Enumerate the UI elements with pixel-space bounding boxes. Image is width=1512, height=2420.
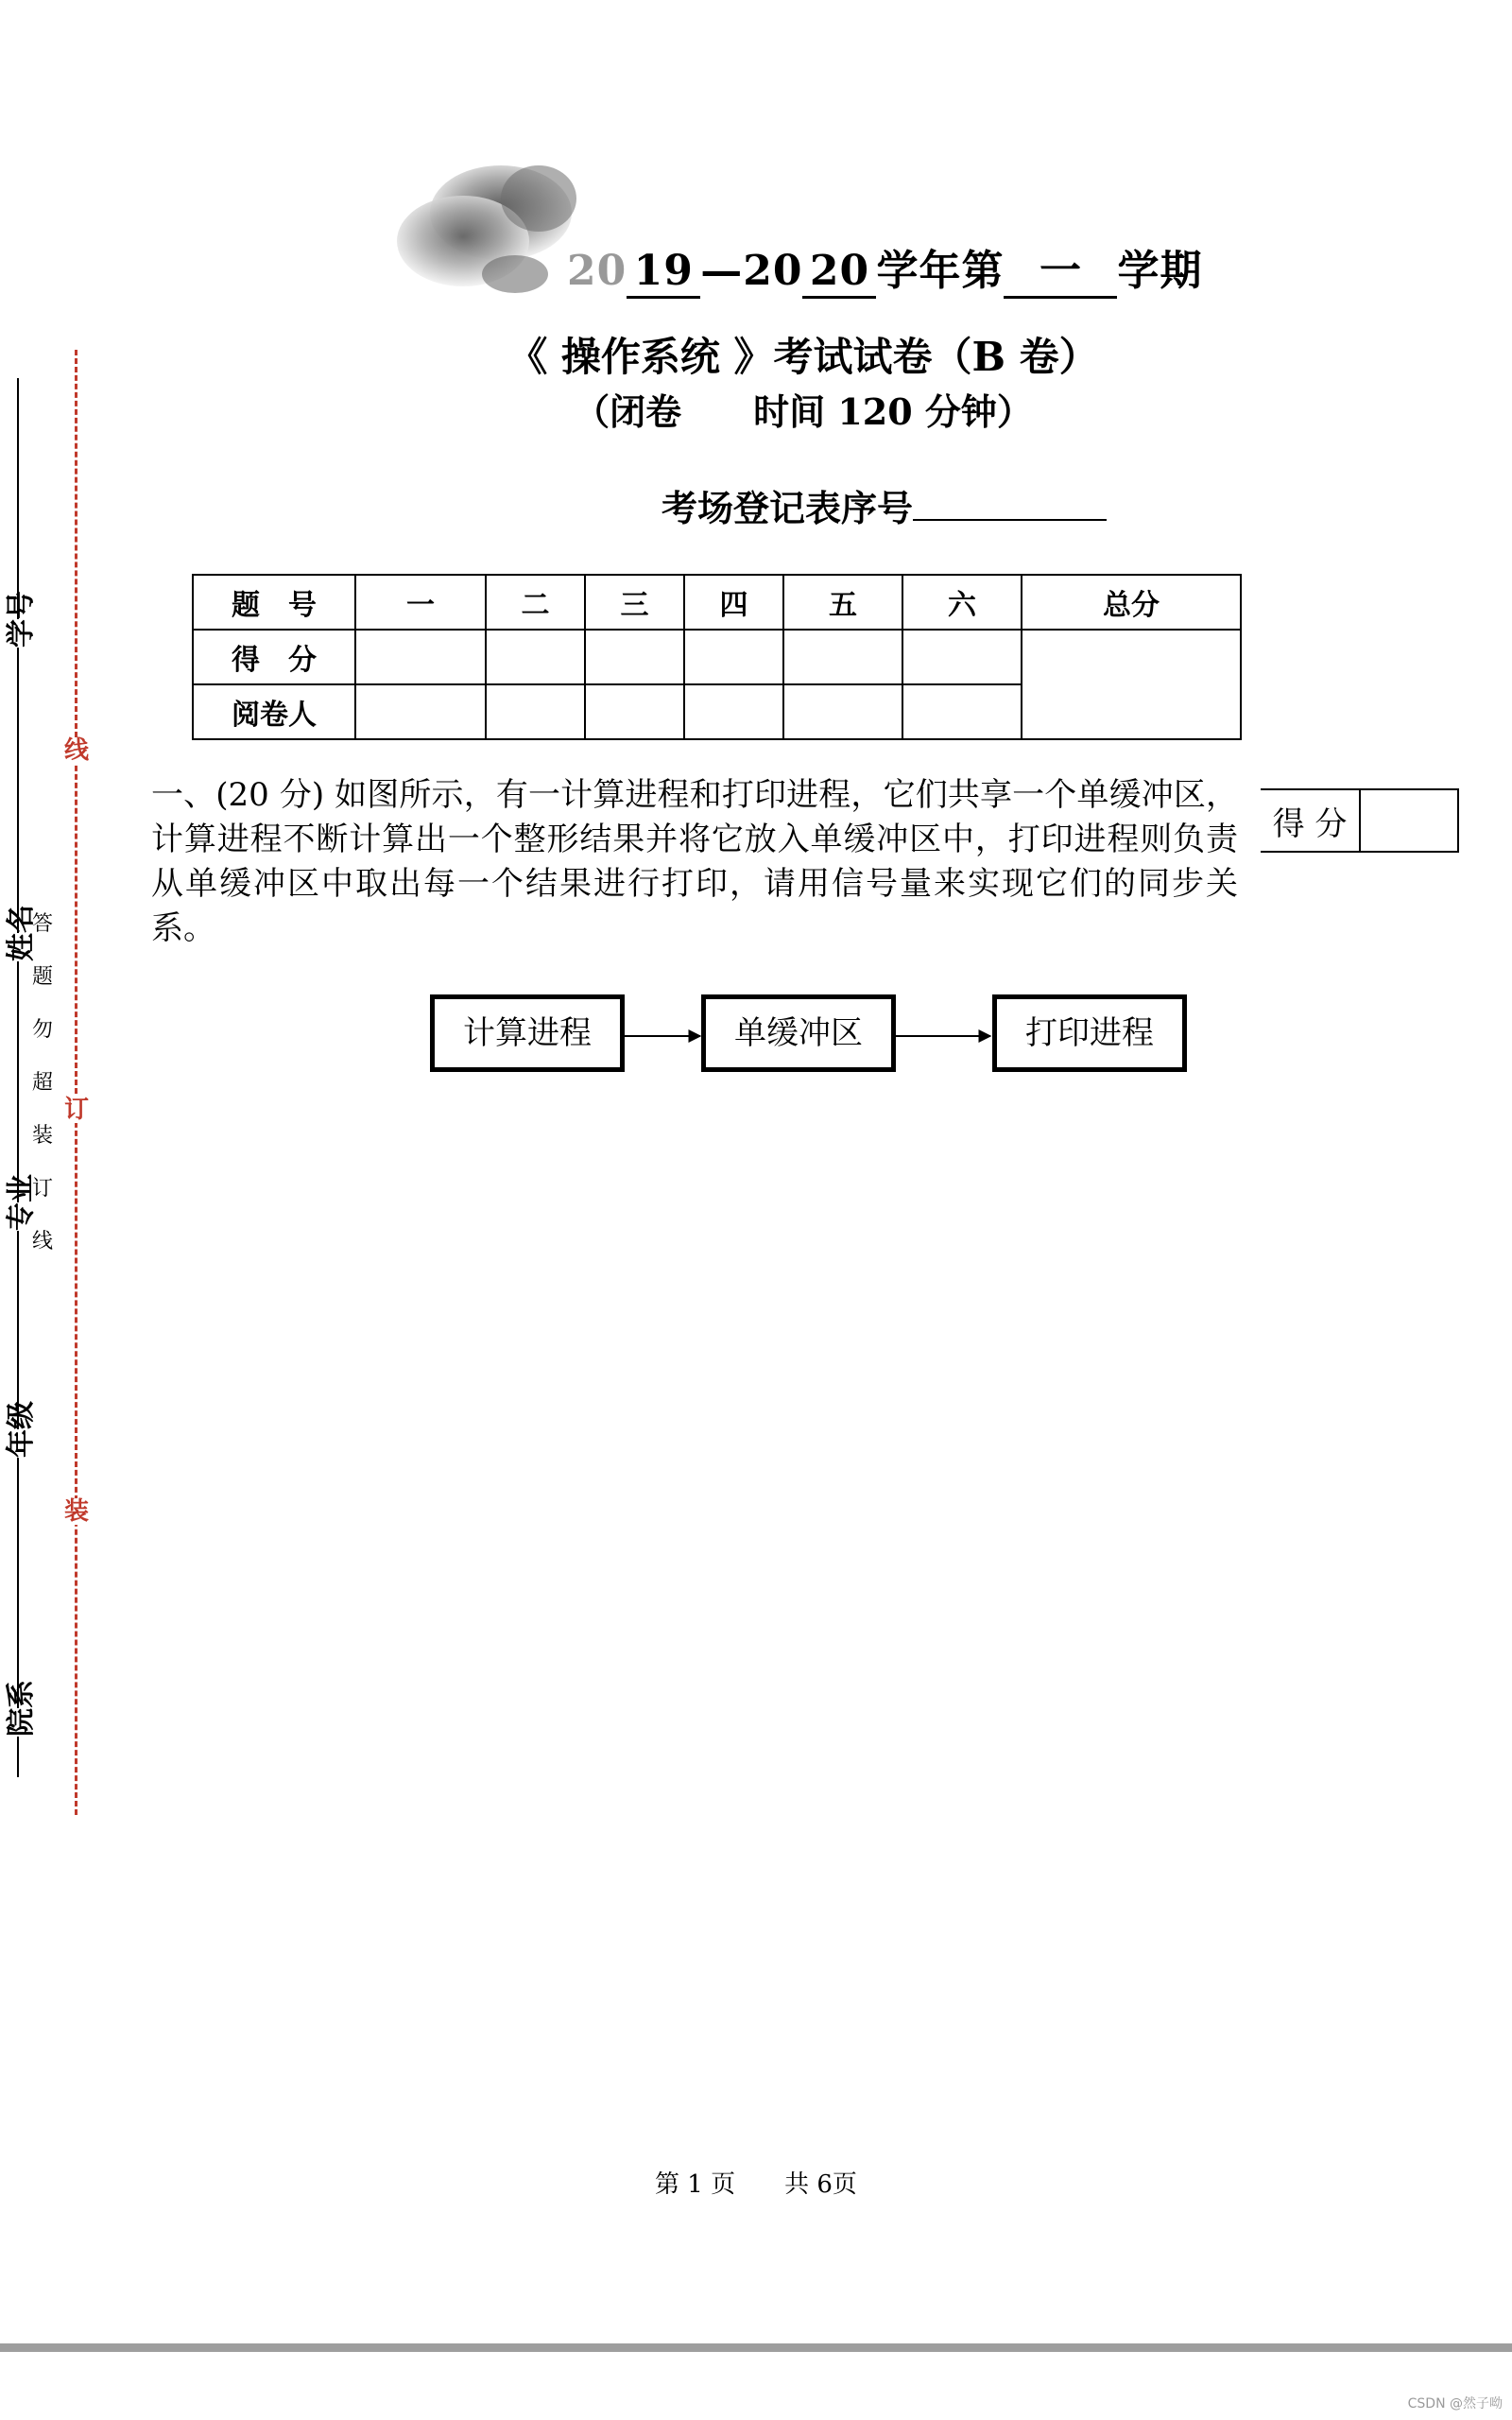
year-start: 19 <box>627 247 700 299</box>
header-cell: 题 号 <box>193 575 355 630</box>
header-cell: 二 <box>486 575 585 630</box>
student-name-label: 姓名 <box>0 933 39 961</box>
binding-mark-xian: 线 <box>64 736 90 765</box>
header-cell: 一 <box>355 575 486 630</box>
major-label: 专业 <box>0 1202 39 1231</box>
header-cell: 三 <box>585 575 684 630</box>
header-cell: 四 <box>684 575 783 630</box>
year-dash: —20 <box>700 247 803 295</box>
compute-process-box: 计算进程 <box>430 994 625 1072</box>
header-cell: 总分 <box>1022 575 1241 630</box>
year-mid-text: 学年第 <box>876 247 1005 295</box>
page-bottom-bar <box>0 2343 1512 2352</box>
year-end: 20 <box>802 247 876 299</box>
student-id-label: 学号 <box>0 619 39 648</box>
header-cell: 六 <box>902 575 1022 630</box>
binding-mark-ding: 订 <box>64 1096 90 1124</box>
question-score-label: 得 分 <box>1261 789 1360 852</box>
single-buffer-box: 单缓冲区 <box>701 994 896 1072</box>
term-number: 一 <box>1004 247 1117 299</box>
binding-warning: 答题勿超装订线 <box>31 912 53 1253</box>
year-suffix: 学期 <box>1117 247 1203 295</box>
header-cell: 五 <box>783 575 902 630</box>
page-number: 第 1 页 共 6页 <box>655 2170 857 2199</box>
department-label: 院系 <box>0 1708 39 1737</box>
binding-mark-zhuang: 装 <box>64 1497 90 1526</box>
exam-title: 《 操作系统 》考试试卷（B 卷） <box>507 334 1099 380</box>
question-1-text: 一、(20 分) 如图所示，有一计算进程和打印进程，它们共享一个单缓冲区，计算进程不断计算出一个整形结果并将它放入单缓冲区中，打印进程则负责从单缓冲区中取出每一个结果进行打印，请用信号量来实现它们的同步关系。 <box>151 776 1238 947</box>
exam-subtitle: （闭卷 时间 120 分钟） <box>574 390 1033 433</box>
year-prefix: 20 <box>567 247 627 295</box>
registration-label: 考场登记表序号 <box>662 488 914 529</box>
csdn-watermark: CSDN @然子呦 <box>1407 2396 1503 2411</box>
row-label: 阅卷人 <box>193 684 355 739</box>
grade-label: 年级 <box>0 1429 39 1458</box>
print-process-box: 打印进程 <box>992 994 1187 1072</box>
row-label: 得 分 <box>193 630 355 684</box>
